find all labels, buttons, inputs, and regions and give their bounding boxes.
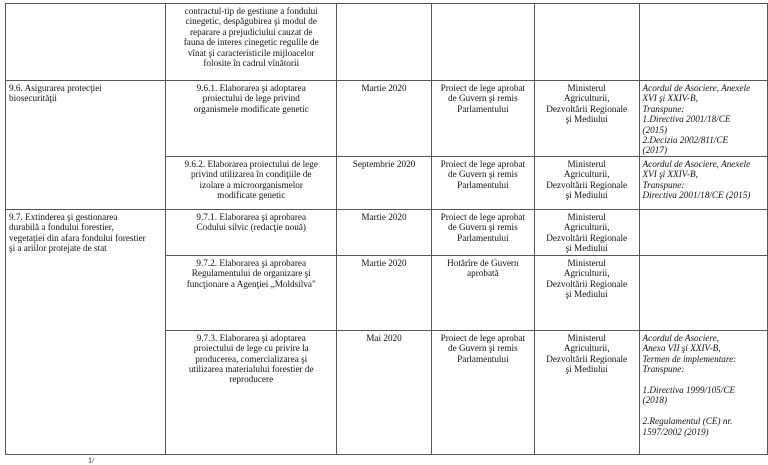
- result-cell: [431, 330, 534, 454]
- term-text: Martie 2020: [361, 211, 407, 222]
- objective-cell: [6, 209, 166, 454]
- institution-text: Ministerul Agriculturii, Dezvoltării Regionale şi Mediului: [546, 211, 628, 254]
- term-text: Martie 2020: [361, 83, 407, 93]
- action-text: 9.6.2. Elaborarea proiectului de lege privind utilizarea în condiţiile de izolare a microorganismelor modificate genetic: [184, 158, 318, 201]
- table-row: [6, 81, 768, 157]
- term-cell: [337, 255, 432, 330]
- objective-cell: [6, 4, 166, 81]
- term-cell: [337, 4, 432, 81]
- reference-text: Acordul de Asociere, Anexele XVI şi XXIV-B, Transpune: 1.Directiva 2001/18/CE (2015) 2.Decizia 2002/811/CE (2017): [642, 83, 751, 156]
- action-cell: [166, 81, 337, 157]
- action-text: 9.7.2. Elaborarea şi aprobarea Regulamentului de organizare şi funcţionare a Agenţiei „Moldsilva": [186, 257, 316, 289]
- result-text: Proiect de lege aprobat de Guvern şi remis Parlamentului: [440, 158, 526, 190]
- action-cell: [166, 255, 337, 330]
- institution-text: Ministerul Agriculturii, Dezvoltării Regionale şi Mediului: [546, 83, 628, 125]
- term-cell: [337, 156, 432, 209]
- table-row: [6, 4, 768, 81]
- institution-cell: [534, 255, 639, 330]
- result-text: Proiect de lege aprobat de Guvern şi remis Parlamentului: [440, 211, 526, 243]
- action-cell: [166, 4, 337, 81]
- result-cell: [431, 156, 534, 209]
- table-row: [6, 209, 768, 255]
- action-text: contractul-tip de gestiune a fondului cinegetic, despăgubirea şi modul de reparare a prejudiciului cauzat de fauna de interes cinegetic regulile de vînat şi caracteristicile mijloacelor folosite în cadrul vînătorii: [183, 6, 319, 69]
- institution-cell: [534, 209, 639, 255]
- action-plan-table: [5, 3, 768, 455]
- term-text: Martie 2020: [361, 257, 407, 268]
- result-text: Proiect de lege aprobat de Guvern şi remis Parlamentului: [440, 332, 526, 364]
- footnote-mark: 1/: [88, 456, 95, 465]
- reference-cell: [639, 209, 767, 255]
- objective-text: 9.6. Asigurarea protecţiei biosecurităţii: [9, 83, 102, 104]
- reference-cell: [639, 4, 767, 81]
- term-text: Septembrie 2020: [352, 158, 416, 169]
- institution-cell: [534, 156, 639, 209]
- reference-cell: [639, 81, 767, 157]
- reference-text: Acordul de Asociere, Anexa VII şi XXIV-B, Termen de implementare: Transpune: 1.Directiva 1999/105/CE (2018) 2.Regulamentul (CE) nr. 1597/2002 (2019): [642, 332, 737, 437]
- institution-text: Ministerul Agriculturii, Dezvoltării Regionale şi Mediului: [546, 332, 628, 375]
- result-cell: [431, 4, 534, 81]
- term-cell: [337, 330, 432, 454]
- result-cell: [431, 81, 534, 157]
- action-text: 9.7.3. Elaborarea şi adoptarea proiectului de lege cu privire la producerea, comercializarea şi utilizarea materialului forestier de reproducere: [188, 332, 314, 385]
- objective-cell: [6, 81, 166, 210]
- result-text: Proiect de lege aprobat de Guvern şi remis Parlamentului: [440, 83, 526, 114]
- institution-cell: [534, 4, 639, 81]
- action-text: 9.6.1. Elaborarea şi adoptarea proiectului de lege privind organismele modificate genetic: [193, 83, 309, 114]
- reference-cell: [639, 330, 767, 454]
- result-cell: [431, 209, 534, 255]
- objective-text: 9.7. Extinderea şi gestionarea durabilă a fondului forestier, vegetaţiei din afara fondului forestier şi a ariilor protejate de stat: [9, 211, 146, 254]
- institution-cell: [534, 81, 639, 157]
- term-cell: [337, 209, 432, 255]
- action-text: 9.7.1. Elaborarea şi aprobarea Codului silvic (redacţie nouă): [196, 211, 307, 233]
- action-cell: [166, 330, 337, 454]
- term-cell: [337, 81, 432, 157]
- reference-cell: [639, 156, 767, 209]
- result-cell: [431, 255, 534, 330]
- institution-cell: [534, 330, 639, 454]
- action-cell: [166, 209, 337, 255]
- reference-cell: [639, 255, 767, 330]
- action-cell: [166, 156, 337, 209]
- reference-text: Acordul de Asociere, Anexele XVI şi XXIV-B, Transpune: Directiva 2001/18/CE (2015): [642, 158, 751, 201]
- institution-text: Ministerul Agriculturii, Dezvoltării Regionale şi Mediului: [546, 158, 628, 201]
- term-text: Mai 2020: [366, 332, 402, 343]
- institution-text: Ministerul Agriculturii, Dezvoltării Regionale şi Mediului: [546, 257, 628, 300]
- result-text: Hotărîre de Guvern aprobată: [447, 257, 519, 279]
